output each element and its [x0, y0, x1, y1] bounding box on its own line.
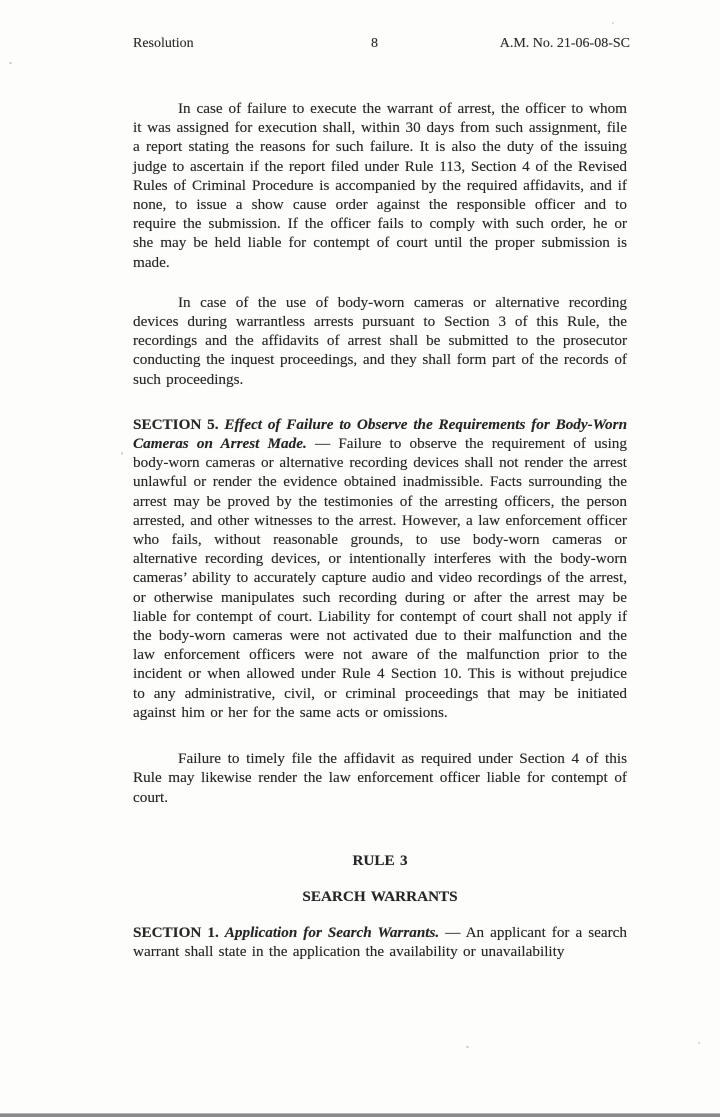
scan-speckle — [466, 1046, 469, 1048]
document-body — [133, 99, 627, 962]
scan-bottom-edge — [0, 1113, 720, 1117]
section-5-title: Effect of Failure to Observe the Requirements for Body-Worn Cameras on Arrest Made. — [133, 415, 628, 453]
header-document-type: Resolution — [133, 36, 194, 51]
scan-speckle — [121, 452, 123, 455]
section-1-body: An applicant for a search warrant shall state in the application the availability or unavailability — [133, 924, 628, 961]
paragraph-warrantless-arrests: In case of the use of body-worn cameras or alternative recording devices during warrantless arrests pursuant to Section 3 of this Rule, the recordings and the affidavits of arrest shall be submitted to the prosecutor conducting the inquest proceedings, and they shall form part of the records of such proceedings. — [133, 293, 627, 388]
section-5-label: SECTION 5. — [133, 415, 219, 433]
rule-3-heading: RULE 3 — [352, 851, 408, 869]
section-1-paragraph — [133, 923, 627, 961]
section-1-dash: — — [445, 924, 461, 942]
page-header — [133, 36, 630, 52]
scan-speckle — [9, 62, 12, 64]
paragraph-affidavit-contempt: Failure to timely file the affidavit as required under Section 4 of this Rule may likewise render the law enforcement officer liable for contempt of court. — [133, 750, 627, 806]
scan-speckle — [698, 1042, 700, 1044]
section-5-paragraph — [133, 415, 627, 722]
paragraph-warrant-failure: In case of failure to execute the warrant of arrest, the officer to whom it was assigned for execution shall, within 30 days from such assignment, file a report stating the reasons for such failure. It is also the duty of the issuing judge to ascertain if the report filed under Rule 113, Section 4 of the Revised Rules of Criminal Procedure is accompanied by the required affidavits, and if none, to issue a show cause order against the responsible officer and to require the submission. If the officer fails to comply with such order, he or she may be held liable for contempt of court until the proper submission is made. — [133, 100, 627, 271]
scan-speckle — [612, 22, 614, 24]
page-number: 8 — [371, 36, 378, 51]
search-warrants-heading: SEARCH WARRANTS — [302, 887, 458, 905]
header-case-number: A.M. No. 21-06-08-SC — [499, 36, 630, 51]
section-1-label: SECTION 1. — [133, 924, 219, 942]
section-5-dash: — — [314, 435, 331, 453]
section-5-body: Failure to observe the requirement of using body-worn cameras or alternative recording devices shall not render the arrest unlawful or render the evidence obtained inadmissible. Facts surrounding the arrest may be proved by the testimonies of the arresting officers, the person arrested, and other witnesses to the arrest. However, a law enforcement officer who fails, without reasonable grounds, to use body-worn cameras or alternative recording devices, or intentionally interferes with the body-worn cameras’ ability to accurately capture audio and video recordings of the arrest, or otherwise manipulates such recording during or after the arrest may be liable for contempt of court. Liability for contempt of court shall not apply if the body-worn cameras were not activated due to their malfunction and the law enforcement officers were not aware of the malfunction prior to the incident or when allowed under Rule 4 Section 10. This is without prejudice to any administrative, civil, or criminal proceedings that may be initiated against him or her for the same acts or omissions. — [133, 435, 627, 721]
section-1-title: Application for Search Warrants. — [224, 924, 440, 942]
